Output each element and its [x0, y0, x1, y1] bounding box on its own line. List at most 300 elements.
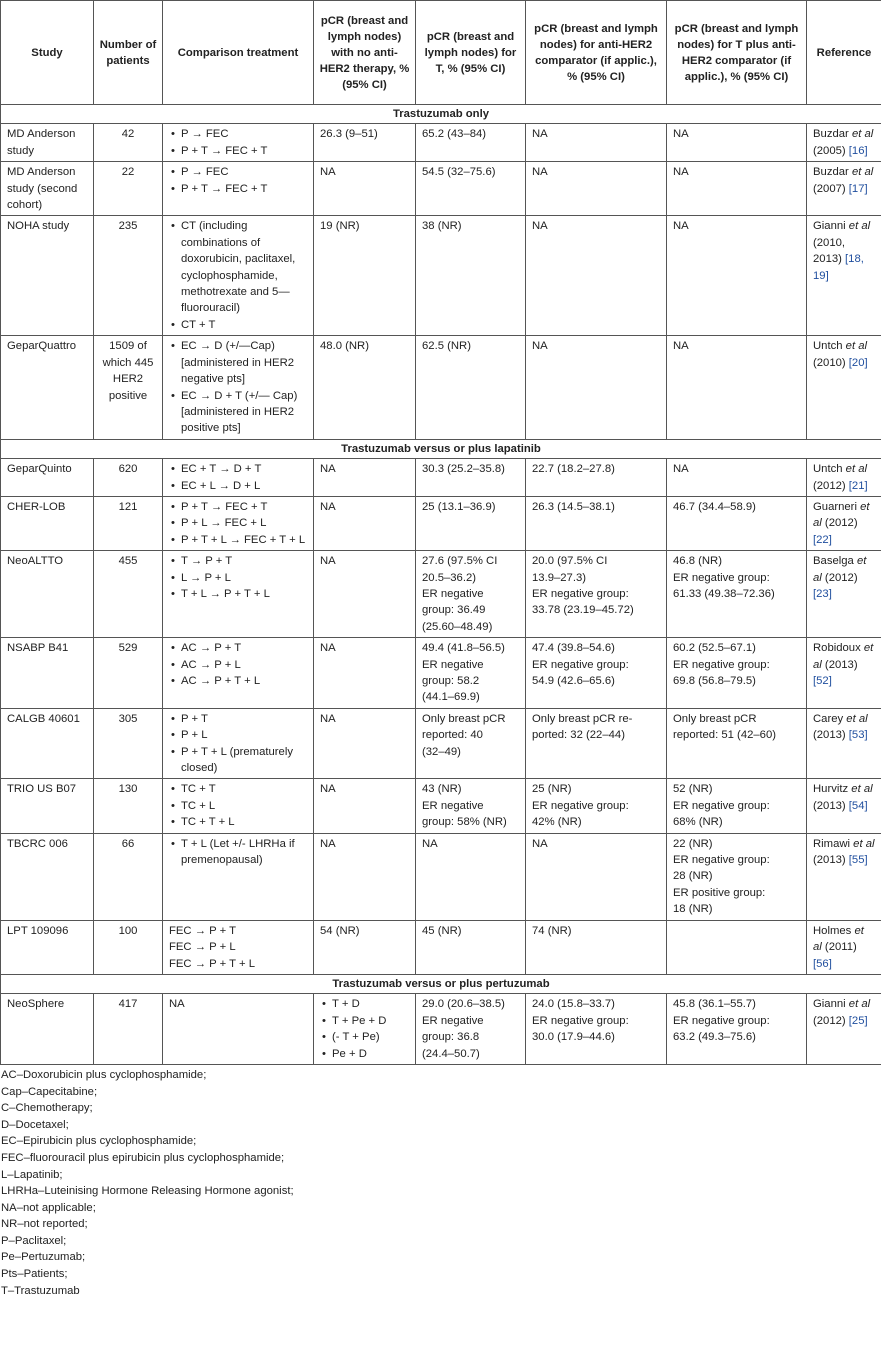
t-cell	[416, 162, 526, 216]
no-her2-cell	[314, 638, 416, 709]
t-plus-cell	[667, 638, 807, 709]
patients-line: 121	[118, 500, 138, 513]
treatment-list	[169, 461, 307, 494]
t-cell	[416, 459, 526, 497]
reference-cell	[807, 162, 881, 216]
t-value-line: Only breast pCR	[422, 712, 506, 725]
comparator-value-line: 20.0 (97.5% CI	[532, 555, 608, 568]
comparator-value-line: 24.0 (15.8–33.7)	[532, 998, 615, 1011]
col-header-patients: Number of patients	[94, 1, 163, 105]
comparator-value-line: 54.9 (42.6–65.6)	[532, 675, 615, 687]
patients-line: 455	[118, 555, 138, 568]
treatment-item: • EC + T → D + T	[169, 461, 307, 477]
patients-line: which 445	[102, 356, 154, 369]
section-row	[1, 974, 881, 993]
t-cell	[416, 779, 526, 833]
table-row	[1, 833, 881, 920]
treatment-item: • TC + T	[169, 781, 307, 797]
t-cell	[416, 216, 526, 336]
study-name-line: TRIO US B07	[7, 783, 77, 796]
patients-cell	[94, 994, 163, 1065]
section-title: Trastuzumab versus or plus pertuzumab	[1, 974, 881, 993]
comparator-value-line: NA	[532, 340, 548, 353]
comparator-value-line: NA	[532, 166, 548, 179]
col-header-reference: Reference	[807, 1, 881, 105]
t-plus-value-line: NA	[673, 166, 689, 179]
comparator-value-line: ER negative group:	[532, 587, 629, 600]
abbreviation-note: Cap–Capecitabine;	[1, 1085, 98, 1098]
reference-cell	[807, 779, 881, 833]
comparator-value-line: NA	[532, 837, 548, 850]
reference-et-al: et al	[813, 924, 864, 954]
t-value-line: 45 (NR)	[422, 924, 462, 937]
t-value-line: 20.5–36.2)	[422, 571, 477, 584]
col-header-t: pCR (breast and lymph nodes) for T, % (95% CI)	[416, 1, 526, 105]
patients-cell	[94, 551, 163, 638]
treatment-cell	[163, 994, 314, 1065]
t-plus-value-line: 68% (NR)	[673, 816, 723, 829]
no-her2-line: 48.0 (NR)	[320, 340, 369, 353]
reference-author: Gianni	[813, 220, 846, 233]
patients-cell	[94, 124, 163, 162]
reference-et-al: et al	[846, 712, 868, 725]
study-name-line: cohort)	[7, 199, 43, 212]
treatment-list	[169, 218, 307, 333]
reference-cell	[807, 920, 881, 974]
reference-cell	[807, 459, 881, 497]
t-value-line: 43 (NR)	[422, 783, 462, 796]
t-value-line: 29.0 (20.6–38.5)	[422, 998, 505, 1011]
patients-cell	[94, 496, 163, 550]
comparator-cell	[526, 779, 667, 833]
t-cell	[416, 994, 526, 1065]
treatment-item: • T + L (Let +/- LHRHa if premenopausal)	[169, 836, 307, 869]
study-name-line: NSABP B41	[7, 642, 69, 655]
t-plus-cell	[667, 551, 807, 638]
no-her2-line: 26.3 (9–51)	[320, 128, 378, 141]
patients-line: 529	[118, 642, 138, 655]
study-name-line: CHER-LOB	[7, 500, 66, 513]
treatment-list	[169, 781, 307, 830]
comparator-cell	[526, 551, 667, 638]
reference-citation-link[interactable]: [56]	[813, 957, 832, 970]
reference-et-al: et al	[851, 128, 874, 141]
patients-line: HER2	[112, 373, 144, 386]
no-her2-cell	[314, 216, 416, 336]
patients-line: 66	[121, 837, 135, 850]
patients-cell	[94, 459, 163, 497]
t-plus-value-line: 61.33 (49.38–72.36)	[673, 587, 775, 600]
patients-line: 100	[118, 924, 138, 937]
patients-line: 235	[118, 220, 138, 233]
treatment-item: • P + T → FEC + T	[169, 143, 307, 159]
comparator-value-line: ER negative group:	[532, 1014, 629, 1027]
comparator-cell	[526, 638, 667, 709]
t-plus-cell	[667, 459, 807, 497]
treatment-list	[169, 996, 307, 1012]
reference-cell	[807, 124, 881, 162]
col-header-treatment: Comparison treatment	[163, 1, 314, 105]
treatment-item: • T + L → P + T + L	[169, 586, 307, 602]
patients-line: 42	[121, 128, 135, 141]
reference-et-al: et al	[813, 500, 870, 530]
reference-cell	[807, 638, 881, 709]
t-plus-value-line: 63.2 (49.3–75.6)	[673, 1031, 756, 1044]
table-row	[1, 638, 881, 709]
treatment-cell	[163, 833, 314, 920]
comparator-cell	[526, 708, 667, 779]
reference-year: (2012)	[821, 571, 858, 584]
t-value-line: (24.4–50.7)	[422, 1047, 480, 1060]
study-cell	[1, 708, 94, 779]
reference-year: (2005)	[813, 144, 846, 157]
study-cell	[1, 459, 94, 497]
col-header-comparator: pCR (breast and lymph nodes) for anti-HER2 comparator (if applic.), % (95% CI)	[526, 1, 667, 105]
reference-year: (2007)	[813, 182, 846, 195]
reference-citation-link[interactable]: [23]	[813, 587, 832, 600]
comparator-value-line: 33.78 (23.19–45.72)	[532, 604, 634, 617]
no-her2-line: NA	[320, 712, 336, 725]
t-value-line: group: 36.49	[422, 604, 486, 617]
comparator-value-line: 47.4 (39.8–54.6)	[532, 642, 615, 655]
table-row	[1, 994, 881, 1065]
no-her2-line: NA	[320, 500, 336, 513]
reference-citation-link[interactable]: [20]	[848, 356, 868, 369]
reference-et-al: et al	[845, 463, 868, 476]
patients-cell	[94, 833, 163, 920]
comparator-value-line: 74 (NR)	[532, 924, 572, 937]
comparator-cell	[526, 459, 667, 497]
patients-line: 130	[118, 783, 138, 796]
treatment-item: • TC + L	[169, 798, 307, 814]
reference-author: Buzdar	[813, 166, 849, 179]
patients-cell	[94, 336, 163, 439]
reference-cell	[807, 551, 881, 638]
abbreviation-note: NR–not reported;	[1, 1218, 88, 1231]
table-row	[1, 124, 881, 162]
no-her2-item: • T + D	[320, 996, 409, 1012]
col-header-study: Study	[1, 1, 94, 105]
no-her2-cell	[314, 708, 416, 779]
reference-citation-link[interactable]: [52]	[813, 675, 832, 687]
treatment-list	[169, 164, 307, 197]
reference-citation-link[interactable]: [16]	[848, 144, 868, 157]
abbreviation-note: LHRHa–Luteinising Hormone Releasing Hormone agonist;	[1, 1185, 294, 1198]
t-value-line: group: 58.2	[422, 675, 480, 687]
reference-year: (2012)	[821, 517, 858, 530]
reference-year: (2012)	[813, 1014, 846, 1027]
treatment-item: • P → FEC	[169, 164, 307, 180]
reference-cell	[807, 496, 881, 550]
treatment-cell	[163, 551, 314, 638]
abbreviation-note: Pts–Patients;	[1, 1268, 68, 1281]
treatment-item: • P + T + L (prematurely closed)	[169, 744, 307, 777]
no-her2-line: NA	[320, 463, 336, 476]
reference-year: (2013)	[813, 854, 846, 867]
comparator-cell	[526, 994, 667, 1065]
comparator-cell	[526, 496, 667, 550]
no-her2-line: NA	[320, 166, 336, 179]
treatment-list	[169, 499, 307, 548]
no-her2-line: 54 (NR)	[320, 924, 360, 937]
table-row	[1, 551, 881, 638]
abbreviation-note: Pe–Pertuzumab;	[1, 1251, 86, 1264]
treatment-item: • P + T + L → FEC + T + L	[169, 532, 307, 548]
t-value-line: ER negative	[422, 658, 484, 671]
no-her2-cell	[314, 124, 416, 162]
reference-year: (2013)	[821, 658, 858, 671]
t-value-line: 54.5 (32–75.6)	[422, 166, 496, 179]
reference-author: Hurvitz	[813, 783, 849, 796]
comparator-value-line: Only breast pCR re-	[532, 712, 633, 725]
reference-cell	[807, 994, 881, 1065]
abbreviation-note: L–Lapatinib;	[1, 1168, 63, 1181]
t-cell	[416, 496, 526, 550]
reference-citation-link[interactable]: [21]	[848, 479, 868, 492]
comparator-value-line: 26.3 (14.5–38.1)	[532, 500, 615, 513]
study-cell	[1, 779, 94, 833]
t-plus-value-line: 28 (NR)	[673, 870, 713, 883]
no-her2-line: NA	[320, 837, 336, 850]
abbreviation-note: NA–not applicable;	[1, 1201, 96, 1214]
abbreviation-note: FEC–fluorouracil plus epirubicin plus cyclophosphamide;	[1, 1151, 285, 1164]
reference-et-al: et al	[848, 998, 871, 1011]
no-her2-cell	[314, 496, 416, 550]
t-plus-value-line: ER negative group:	[673, 1014, 770, 1027]
reference-citation-link[interactable]: [54]	[848, 799, 868, 812]
t-cell	[416, 708, 526, 779]
treatment-item: • EC + L → D + L	[169, 478, 307, 494]
t-value-line: (25.60–48.49)	[422, 620, 493, 633]
treatment-item: • P + T	[169, 711, 307, 727]
treatment-item: • AC → P + L	[169, 657, 307, 673]
comparator-value-line: 13.9–27.3)	[532, 571, 587, 584]
abbreviation-note: P–Paclitaxel;	[1, 1234, 67, 1247]
reference-author: Untch	[813, 463, 843, 476]
t-cell	[416, 920, 526, 974]
patients-cell	[94, 920, 163, 974]
reference-et-al: et al	[853, 837, 875, 850]
comparator-value-line: NA	[532, 128, 548, 141]
t-plus-value-line: 46.7 (34.4–58.9)	[673, 500, 756, 513]
reference-author: Baselga	[813, 555, 854, 568]
reference-et-al: et al	[851, 166, 874, 179]
abbreviation-note: C–Chemotherapy;	[1, 1102, 93, 1115]
no-her2-item: • Pe + D	[320, 1046, 409, 1062]
no-her2-line: 19 (NR)	[320, 220, 360, 233]
t-plus-value-line: 69.8 (56.8–79.5)	[673, 675, 756, 687]
study-cell	[1, 216, 94, 336]
reference-year: (2013)	[813, 729, 846, 742]
no-her2-line: NA	[320, 642, 336, 655]
reference-author: Holmes	[813, 924, 852, 937]
t-value-line: ER negative	[422, 1014, 484, 1027]
reference-author: Robidoux	[813, 642, 861, 655]
t-plus-value-line: NA	[673, 220, 689, 233]
comparator-cell	[526, 124, 667, 162]
reference-year: (2010)	[813, 356, 846, 369]
t-value-line: NA	[422, 837, 438, 850]
study-cell	[1, 496, 94, 550]
treatment-item: • EC → D (+/—Cap) [administered in HER2 negative pts]	[169, 338, 307, 387]
t-plus-value-line: 45.8 (36.1–55.7)	[673, 998, 756, 1011]
treatment-item: • TC + T + L	[169, 814, 307, 830]
study-name-line: GeparQuattro	[7, 340, 77, 353]
table-row	[1, 779, 881, 833]
t-plus-cell	[667, 496, 807, 550]
t-plus-value-line: Only breast pCR	[673, 712, 757, 725]
no-her2-cell	[314, 162, 416, 216]
reference-author: Untch	[813, 340, 843, 353]
reference-citation-link[interactable]: [55]	[848, 854, 868, 867]
t-plus-cell	[667, 124, 807, 162]
comparator-value-line: 25 (NR)	[532, 783, 572, 796]
abbreviation-notes	[0, 1065, 881, 1299]
reference-et-al: et al	[813, 555, 867, 584]
no-her2-list	[320, 996, 409, 1062]
patients-line: 417	[118, 998, 138, 1011]
treatment-item: • P + T → FEC + T	[169, 181, 307, 197]
patients-cell	[94, 779, 163, 833]
t-plus-cell	[667, 833, 807, 920]
no-her2-cell	[314, 994, 416, 1065]
study-name-line: CALGB 40601	[7, 712, 80, 725]
no-her2-item: • T + Pe + D	[320, 1013, 409, 1029]
reference-citation-link[interactable]: [25]	[848, 1014, 868, 1027]
treatment-item: NA	[169, 998, 185, 1011]
no-her2-cell	[314, 336, 416, 439]
comparator-value-line: 30.0 (17.9–44.6)	[532, 1031, 615, 1044]
reference-year: (2012)	[813, 479, 846, 492]
study-name-line: MD Anderson	[7, 128, 76, 141]
t-value-line: group: 36.8	[422, 1031, 480, 1044]
section-row	[1, 105, 881, 124]
t-plus-value-line: 22 (NR)	[673, 837, 713, 850]
header-row	[1, 1, 881, 105]
table-row	[1, 216, 881, 336]
reference-author: Buzdar	[813, 128, 849, 141]
t-plus-cell	[667, 162, 807, 216]
patients-line: positive	[108, 389, 148, 402]
t-cell	[416, 551, 526, 638]
abbreviation-note: D–Docetaxel;	[1, 1118, 69, 1131]
table-row	[1, 459, 881, 497]
t-value-line: (32–49)	[422, 745, 461, 758]
t-cell	[416, 124, 526, 162]
comparator-cell	[526, 833, 667, 920]
treatment-item: • L → P + L	[169, 570, 307, 586]
comparator-cell	[526, 920, 667, 974]
study-cell	[1, 920, 94, 974]
treatment-list	[169, 338, 307, 436]
t-plus-cell	[667, 708, 807, 779]
study-name-line: GeparQuinto	[7, 463, 72, 476]
t-value-line: reported: 40	[422, 729, 483, 742]
t-plus-cell	[667, 994, 807, 1065]
reference-et-al: et al	[848, 220, 871, 233]
reference-citation-link[interactable]: [53]	[848, 729, 868, 742]
table-row	[1, 336, 881, 439]
t-value-line: 27.6 (97.5% CI	[422, 555, 498, 568]
study-cell	[1, 551, 94, 638]
t-cell	[416, 833, 526, 920]
study-cell	[1, 124, 94, 162]
reference-cell	[807, 833, 881, 920]
treatment-list	[169, 836, 307, 869]
reference-et-al: et al	[845, 340, 868, 353]
treatment-item: • P + T → FEC + T	[169, 499, 307, 515]
treatment-item: • AC → P + T	[169, 640, 307, 656]
t-cell	[416, 638, 526, 709]
reference-et-al: et al	[851, 783, 873, 796]
t-plus-value-line: 52 (NR)	[673, 783, 713, 796]
treatment-list	[169, 126, 307, 159]
comparator-value-line: 42% (NR)	[532, 816, 582, 829]
no-her2-line: NA	[320, 783, 336, 796]
t-plus-value-line: reported: 51 (42–60)	[673, 729, 776, 742]
treatment-item: • CT (including combinations of doxorubicin, paclitaxel, cyclophosphamide, methotrexate and 5—fluorouracil)	[169, 218, 307, 316]
treatment-cell	[163, 708, 314, 779]
treatment-item: • P + L	[169, 727, 307, 743]
treatment-cell	[163, 496, 314, 550]
comparator-cell	[526, 336, 667, 439]
treatment-cell	[163, 920, 314, 974]
reference-year: (2010, 2013)	[813, 236, 846, 266]
patients-cell	[94, 216, 163, 336]
treatment-cell	[163, 124, 314, 162]
reference-citation-link[interactable]: [22]	[813, 533, 832, 546]
treatment-item: • CT + T	[169, 317, 307, 333]
treatment-item: • P → FEC	[169, 126, 307, 142]
reference-cell	[807, 336, 881, 439]
treatment-item: • P + L → FEC + L	[169, 515, 307, 531]
section-title: Trastuzumab only	[1, 105, 881, 124]
t-plus-value-line: ER negative group:	[673, 799, 770, 812]
reference-citation-link[interactable]: [17]	[848, 182, 868, 195]
study-name-line: MD Anderson	[7, 166, 76, 179]
study-name-line: TBCRC 006	[7, 837, 68, 850]
t-value-line: 62.5 (NR)	[422, 340, 471, 353]
table-row	[1, 162, 881, 216]
patients-line: 22	[121, 166, 135, 179]
t-plus-value-line: ER positive group:	[673, 886, 766, 899]
t-plus-value-line: 46.8 (NR)	[673, 555, 722, 568]
reference-citation-link[interactable]: [18, 19]	[813, 253, 864, 282]
comparator-value-line: ER negative group:	[532, 658, 629, 671]
comparator-value-line: ported: 32 (22–44)	[532, 729, 625, 742]
treatment-item: • AC → P + T + L	[169, 673, 307, 689]
comparator-cell	[526, 216, 667, 336]
t-plus-value-line: 60.2 (52.5–67.1)	[673, 642, 756, 655]
no-her2-cell	[314, 459, 416, 497]
treatment-cell	[163, 336, 314, 439]
treatment-list	[169, 553, 307, 602]
t-value-line: 65.2 (43–84)	[422, 128, 487, 141]
study-cell	[1, 638, 94, 709]
reference-author: Rimawi	[813, 837, 851, 850]
treatment-list	[169, 711, 307, 777]
treatment-item: FEC → P + T	[169, 924, 237, 937]
study-name-line: NOHA study	[7, 220, 70, 233]
comparator-value-line: NA	[532, 220, 548, 233]
study-name-line: study (second	[7, 182, 78, 195]
table-row	[1, 496, 881, 550]
treatment-cell	[163, 216, 314, 336]
patients-line: 1509 of	[109, 340, 147, 353]
t-plus-cell	[667, 216, 807, 336]
abbreviation-note: AC–Doxorubicin plus cyclophosphamide;	[1, 1068, 207, 1081]
t-plus-value-line: NA	[673, 340, 689, 353]
